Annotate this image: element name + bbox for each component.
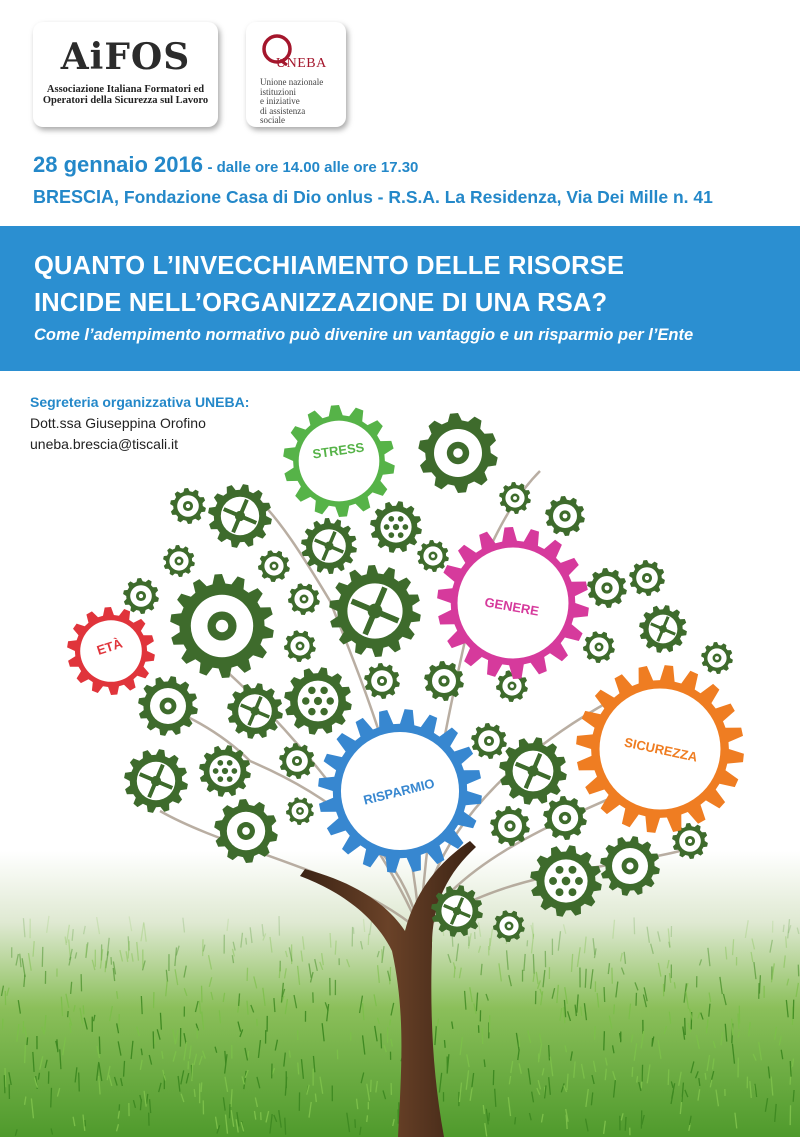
title-banner	[0, 226, 800, 371]
banner-subtitle: Come l’adempimento normativo può divenire un vantaggio e un risparmio per l’Ente	[34, 326, 694, 344]
gear-g35	[530, 845, 602, 917]
event-city: BRESCIA,	[33, 187, 120, 207]
gear-g25	[138, 676, 198, 736]
gear-g9	[170, 574, 274, 678]
gear-g18	[583, 631, 615, 663]
uneba-subtitle-line3: e iniziative	[260, 96, 300, 106]
gear-g40	[286, 797, 314, 825]
banner-title-line1: QUANTO L’INVECCHIAMENTO DELLE RISORSE	[34, 252, 625, 280]
banner-title	[34, 248, 624, 322]
uneba-subtitle-line2: istituzioni	[260, 86, 296, 97]
contact-block	[30, 392, 249, 455]
gear-g16	[629, 560, 665, 596]
uneba-subtitle-line5: sociale	[260, 115, 285, 125]
gear-g14	[545, 496, 585, 536]
aifos-subtitle-line1: Associazione Italiana Formatori ed	[46, 84, 205, 95]
gear-g24	[227, 683, 283, 739]
uneba-subtitle-line4: di assistenza	[260, 105, 306, 116]
gear-label-eta: ETÀ	[94, 635, 125, 658]
contact-name: Dott.ssa Giuseppina Orofino	[30, 415, 206, 431]
gear-g26	[199, 745, 251, 797]
gear-label-stress: STRESS	[311, 439, 366, 462]
gear-g2	[208, 484, 272, 548]
gear-g36	[600, 836, 660, 896]
event-time: - dalle ore 14.00 alle ore 17.30	[207, 159, 419, 176]
aifos-logo: AiFOS	[60, 36, 191, 78]
gear-g22	[364, 663, 400, 699]
gear-label-risparmio: RISPARMIO	[361, 775, 437, 808]
gear-g20	[284, 630, 316, 662]
gear-label-genere: GENERE	[483, 594, 541, 619]
gear-label-sicurezza: SICUREZZA	[622, 734, 699, 765]
event-date: 28 gennaio 2016	[33, 152, 203, 177]
uneba-logo-card	[246, 22, 346, 127]
gear-g4	[370, 501, 422, 553]
gear-g19	[701, 642, 733, 674]
gear-g11	[288, 583, 320, 615]
event-venue: Fondazione Casa di Dio onlus - R.S.A. La Residenza, Via Dei Mille n. 41	[123, 187, 713, 207]
event-place-line	[33, 187, 713, 208]
aifos-subtitle-line2: Operatori della Sicurezza sul Lavoro	[42, 95, 209, 106]
contact-email[interactable]: uneba.brescia@tiscali.it	[30, 436, 179, 452]
gear-g38	[431, 885, 483, 937]
event-date-line	[33, 152, 418, 178]
gear-g33	[490, 806, 530, 846]
aifos-logo-card	[33, 22, 218, 127]
gear-g12	[417, 540, 449, 572]
gear-g1	[418, 413, 497, 493]
gear-g32	[471, 723, 507, 759]
gear-g8	[123, 578, 159, 614]
gear-g6	[163, 545, 195, 577]
gear-g21	[284, 667, 352, 735]
gear-g34	[543, 796, 587, 840]
gear-g17	[639, 605, 687, 653]
uneba-subtitle-line1: Unione nazionale	[260, 77, 324, 87]
gear-g27	[124, 749, 188, 813]
uneba-subtitle	[260, 78, 344, 126]
contact-heading: Segreteria organizzativa UNEBA:	[30, 394, 250, 410]
gear-g7	[258, 550, 290, 582]
aifos-subtitle	[41, 84, 210, 106]
gear-g31	[499, 737, 567, 805]
gear-tree-illustration	[0, 371, 800, 1137]
gear-g5	[170, 488, 206, 524]
gear-stress	[283, 405, 395, 517]
gear-g29	[279, 743, 315, 779]
gear-g15	[587, 568, 627, 608]
uneba-logo: UNEBA	[276, 56, 327, 71]
gear-g10	[329, 565, 421, 657]
banner-title-line2: INCIDE NELL’ORGANIZZAZIONE DI UNA RSA?	[34, 289, 608, 317]
gear-g3	[301, 518, 357, 574]
